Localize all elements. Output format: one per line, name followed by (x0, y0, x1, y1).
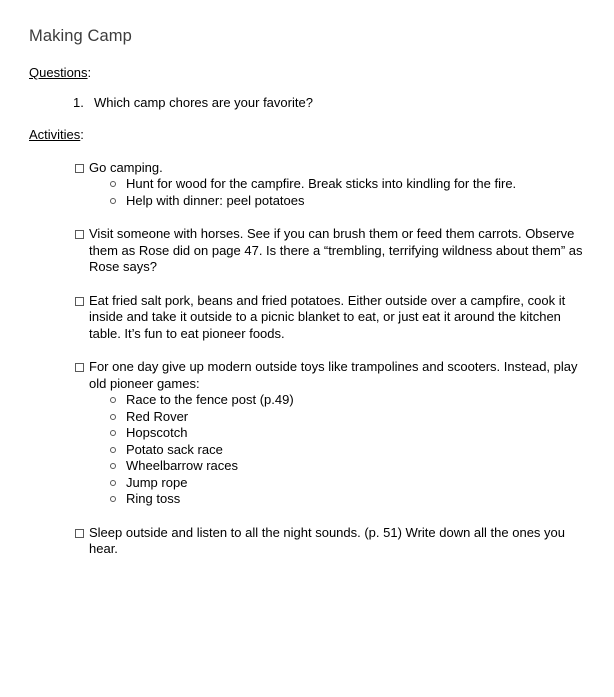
checklist-item[interactable] (28, 293, 586, 343)
sub-list-item-text: Red Rover (126, 408, 189, 424)
circle-bullet-icon (110, 181, 116, 187)
sub-list-item (89, 176, 586, 193)
circle-bullet-icon (110, 463, 116, 469)
questions-heading-label: Questions (29, 65, 88, 80)
sub-list-item (89, 409, 586, 426)
list-marker: 1. (73, 95, 84, 110)
circle-bullet-icon (110, 397, 116, 403)
circle-bullet-icon (110, 496, 116, 502)
activities-heading-label: Activities (29, 126, 81, 142)
list-item (28, 95, 586, 112)
sub-list-item (89, 392, 586, 409)
checkbox-icon[interactable] (75, 230, 84, 239)
page-title: Making Camp (29, 27, 132, 45)
spacer (28, 143, 586, 160)
activities-checklist (28, 160, 586, 558)
sub-list (89, 392, 586, 508)
checkbox-icon[interactable] (75, 297, 84, 306)
sub-list-item (89, 193, 586, 210)
checklist-item-text: For one day give up modern outside toys like trampolines and scooters. Instead, play old pioneer games: (89, 359, 578, 391)
checkbox-icon[interactable] (75, 363, 84, 372)
sub-list-item-text: Ring toss (126, 491, 181, 506)
questions-heading (28, 64, 586, 81)
checklist-item[interactable] (28, 226, 586, 276)
spacer (28, 46, 586, 64)
sub-list-item-text: Wheelbarrow races (126, 458, 238, 473)
sub-list-item-text: Help with dinner: peel potatoes (126, 192, 305, 208)
sub-list-item-text: Race to the fence post (p.49) (126, 392, 294, 407)
questions-list (28, 95, 586, 112)
sub-list-item (89, 425, 586, 442)
circle-bullet-icon (110, 447, 116, 453)
sub-list-item-text: Hopscotch (126, 425, 188, 440)
checkbox-icon[interactable] (75, 164, 84, 173)
checklist-item[interactable] (28, 359, 586, 508)
sub-list-item (89, 491, 586, 508)
sub-list-item-text: Hunt for wood for the campfire. Break sticks into kindling for the fire. (126, 176, 517, 191)
sub-list-item-text: Potato sack race (126, 441, 223, 457)
circle-bullet-icon (110, 480, 116, 486)
activities-heading-colon: : (80, 126, 84, 142)
checklist-item[interactable] (28, 525, 586, 558)
checklist-item-text: Go camping. (89, 159, 163, 175)
sub-list-item (89, 458, 586, 475)
checkbox-icon[interactable] (75, 529, 84, 538)
list-item-text: Which camp chores are your favorite? (94, 95, 313, 110)
checklist-item-text: Sleep outside and listen to all the night sounds. (p. 51) Write down all the ones you hear. (89, 524, 565, 556)
activities-heading (28, 126, 586, 143)
sub-list-item (89, 442, 586, 459)
spacer (28, 81, 586, 95)
sub-list (89, 176, 586, 209)
circle-bullet-icon (110, 430, 116, 436)
circle-bullet-icon (110, 414, 116, 420)
questions-heading-colon: : (87, 65, 92, 80)
sub-list-item (89, 475, 586, 492)
sub-list-item-text: Jump rope (126, 474, 188, 490)
circle-bullet-icon (110, 198, 116, 204)
checklist-item[interactable] (28, 160, 586, 210)
checklist-item-text: Visit someone with horses. See if you can brush them or feed them carrots. Observe them as Rose did on page 47. Is there a “trembling, terrifying wildness about them” as Rose says? (89, 226, 583, 274)
spacer (28, 112, 586, 126)
checklist-item-text: Eat fried salt pork, beans and fried potatoes. Either outside over a campfire, cook it inside and take it outside to a picnic blanket to eat, or just eat it around the kitchen table. It’s fun to eat pioneer foods. (89, 292, 566, 341)
